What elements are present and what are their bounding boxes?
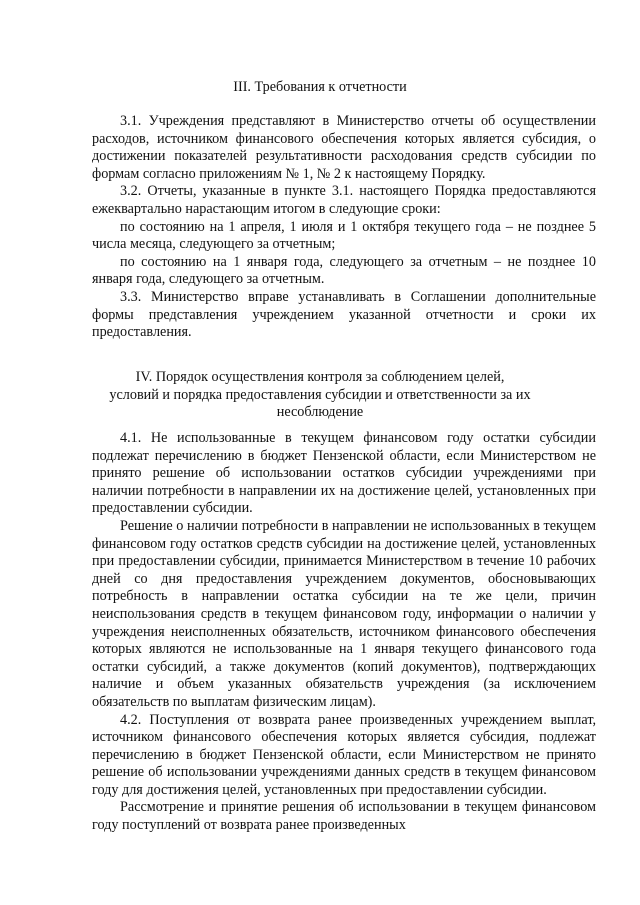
paragraph-4-1-decision: Решение о наличии потребности в направлении не использованных в текущем финансовом году остатков средств субсидии на достижение целей, установленных при предоставлении субсидии, принимается Министерством в течение 10 рабочих дней со дня предоставления учреждением документов, обосновывающих потребность в направлении остатка субсидии на те же цели, причин неиспользования средств в текущем финансовом году, информации о наличии у учреждения неисполненных обязательств, источником финансового обеспечения которых являются не использованные на 1 января текущего финансового года остатки субсидий, а также документов (копий документов), подтверждающих наличие и объем указанных обязательств учреждения (за исключением обязательств по выплатам физическим лицам). [92,517,596,710]
section-4-heading [0,369,640,422]
section-4-heading-line-2: условий и порядка предоставления субсидии и ответственности за их [109,386,531,403]
paragraph-3-2: 3.2. Отчеты, указанные в пункте 3.1. настоящего Порядка предоставляются ежеквартально нарастающим итогом в следующие сроки: [92,183,596,217]
paragraph-3-2-term-1: по состоянию на 1 апреля, 1 июля и 1 октября текущего года – не позднее 5 числа месяца, следующего за отчетным; [92,218,596,253]
section-3-heading: III. Требования к отчетности [233,79,407,95]
section-4-heading-line-1: IV. Порядок осуществления контроля за соблюдением целей, [135,369,505,385]
section-4-heading-line-3: несоблюдение [276,404,364,421]
paragraph-4-1: 4.1. Не использованные в текущем финансовом году остатки субсидии подлежат перечислению в бюджет Пензенской области, если Министерством не принято решение об использовании остатков субсидии учреждениями при наличии потребности в направлении их на достижение целей, установленных при предоставлении субсидии. [92,430,596,517]
paragraph-3-2-term-2: по состоянию на 1 января года, следующего за отчетным – не позднее 10 января года, следующего за отчетным. [92,253,596,288]
paragraph-4-2: 4.2. Поступления от возврата ранее произведенных учреждением выплат, источником финансового обеспечения которых является субсидия, подлежат перечислению в бюджет Пензенской области, если Министерством не принято решение об использовании учреждениями данных средств в текущем финансовом году для достижения целей, установленных при предоставлении субсидии. [92,711,596,798]
section-3-body [92,113,596,342]
paragraph-3-3: 3.3. Министерство вправе устанавливать в Соглашении дополнительные формы представления учреждением указанной отчетности и сроки их предоставления. [92,288,596,341]
section-4-body [92,430,596,835]
paragraph-4-2-review: Рассмотрение и принятие решения об использовании в текущем финансовом году поступлений от возврата ранее произведенных [92,799,596,834]
paragraph-3-1: 3.1. Учреждения представляют в Министерство отчеты об осуществлении расходов, источником финансового обеспечения которых является субсидия, о достижении показателей результативности расходования средств субсидии по формам согласно приложениям № 1, № 2 к настоящему Порядку. [92,113,596,182]
